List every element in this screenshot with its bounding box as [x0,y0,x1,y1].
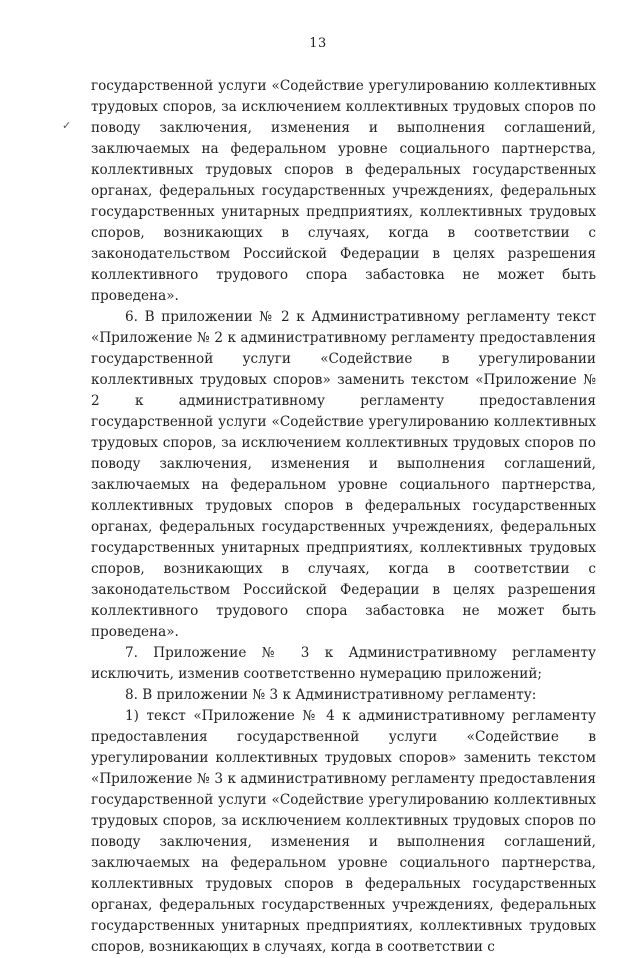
margin-check-mark: ✓ [62,119,72,132]
paragraph-item-7: 7. Приложение № 3 к Административному регламенту исключить, изменив соответственно нумерацию приложений; [91,645,596,682]
page-number: 13 [309,36,327,51]
paragraph-subitem-1: 1) текст «Приложение № 4 к административному регламенту предоставления государственной услуги «Содействие в урегулировании коллективных трудовых споров» заменить текстом «Приложение № 3 к административному регламенту предоставления государственной услуги «Содействие урегулированию коллективных трудовых споров, за исключением коллективных трудовых споров по поводу заключения, изменения и выполнения соглашений, заключаемых на федеральном уровне социального партнерства, коллективных трудовых споров в федеральных государственных органах, федеральных государственных учреждениях, федеральных государственных унитарных предприятиях, коллективных трудовых споров, возникающих в случаях, когда в соответствии с [91,708,596,955]
paragraph-continuation: государственной услуги «Содействие урегулированию коллективных трудовых споров, за исключением коллективных трудовых споров по поводу заключения, изменения и выполнения соглашений, заключаемых на федеральном уровне социального партнерства, коллективных трудовых споров в федеральных государственных органах, федеральных государственных учреждениях, федеральных государственных унитарных предприятиях, коллективных трудовых споров, возникающих в случаях, когда в соответствии с законодательством Российской Федерации в целях разрешения коллективного трудового спора забастовка не может быть проведена». [91,78,596,304]
document-body [91,76,596,958]
paragraph-item-6: 6. В приложении № 2 к Административному регламенту текст «Приложение № 2 к административному регламенту предоставления государственной услуги «Содействие в урегулировании коллективных трудовых споров» заменить текстом «Приложение № 2 к административному регламенту предоставления государственной услуги «Содействие урегулированию коллективных трудовых споров, за исключением коллективных трудовых споров по поводу заключения, изменения и выполнения соглашений, заключаемых на федеральном уровне социального партнерства, коллективных трудовых споров в федеральных государственных органах, федеральных государственных учреждениях, федеральных государственных унитарных предприятиях, коллективных трудовых споров, возникающих в случаях, когда в соответствии с законодательством Российской Федерации в целях разрешения коллективного трудового спора забастовка не может быть проведена». [91,309,596,640]
paragraph-item-8: 8. В приложении № 3 к Административному регламенту: [125,687,537,703]
